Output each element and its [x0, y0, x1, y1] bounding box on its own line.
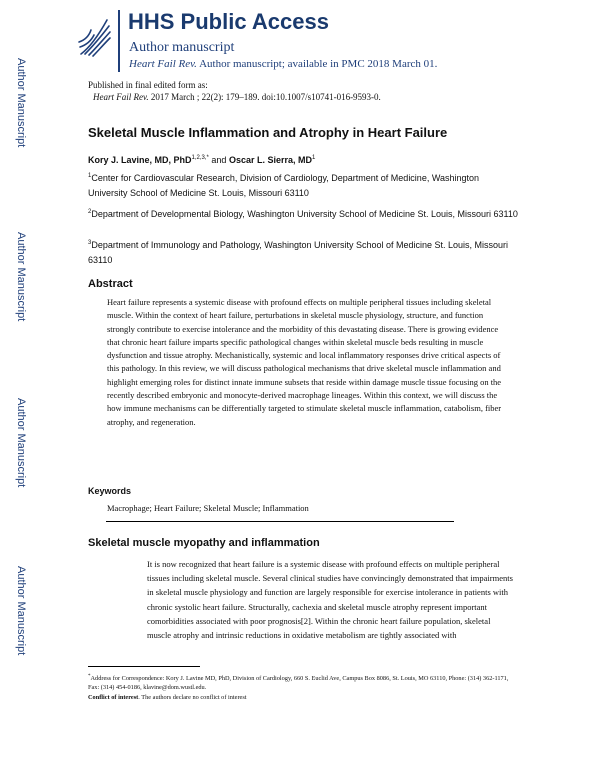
- keywords-divider: [106, 521, 454, 522]
- section-heading: Skeletal muscle myopathy and inflammation: [88, 537, 320, 549]
- affiliation-number: 3: [88, 240, 92, 246]
- conflict-footnote: [88, 694, 247, 701]
- conflict-text: . The authors declare no conflict of interest: [138, 694, 247, 701]
- citation-line: [93, 92, 381, 102]
- margin-label-author-manuscript: Author Manuscript: [15, 398, 27, 488]
- hhs-public-access-title: HHS Public Access: [128, 9, 329, 34]
- author-and: and: [211, 155, 227, 165]
- published-label: Published in final edited form as:: [88, 80, 208, 90]
- affiliation: [88, 236, 518, 268]
- author-line: [88, 155, 315, 165]
- margin-label-author-manuscript: Author Manuscript: [15, 566, 27, 656]
- correspondence-text: Address for Correspondence: Kory J. Lavine MD, PhD, Division of Cardiology, 660 S. Euclid Ave, Campus Box 8086, St. Louis, MO 63110, Phone: (314) 362-1171, Fax: (314) 454-0186, klavine@dom.wustl.edu.: [88, 675, 509, 692]
- affiliation-number: 2: [88, 209, 92, 215]
- affiliation: [88, 169, 518, 201]
- article-title: Skeletal Muscle Inflammation and Atrophy in Heart Failure: [88, 125, 448, 140]
- affiliation-number: 1: [88, 173, 92, 179]
- abstract-text: Heart failure represents a systemic disease with profound effects on multiple peripheral tissues including skeletal muscle. Within the context of heart failure, perturbations in skeletal muscle physiology, structure, and function strongly contribute to exercise intolerance and the morbidity of this devastating disease. There is growing evidence that chronic heart failure imparts specific pathological changes within skeletal muscle beds resulting in muscle dysfunction and tissue atrophy. Mechanistically, systemic and local inflammatory responses drive critical aspects of this pathology. In this review, we will discuss pathological mechanisms that drive skeletal muscle inflammation and highlight emerging roles for distinct innate immune subsets that reside within damage muscle tissue focusing on the recently described embryonic and monocyte-derived macrophage lineages. Within this context, we will discuss the how immune mechanisms can be differentially targeted to stimulate skeletal muscle inflammation, catabolism, fiber atrophy, and regeneration.: [107, 297, 502, 427]
- author-2-affiliations: 1: [312, 155, 316, 161]
- conflict-label: Conflict of interest: [88, 694, 139, 701]
- author-1-affiliations: 1,2,3,*: [191, 155, 209, 161]
- affiliation-text: Center for Cardiovascular Research, Division of Cardiology, Department of Medicine, Washington University School of Medicine St. Louis, Missouri 63110: [88, 173, 480, 198]
- margin-label-author-manuscript: Author Manuscript: [15, 232, 27, 322]
- abstract-heading: Abstract: [88, 278, 133, 290]
- header-journal-name: Heart Fail Rev.: [129, 58, 197, 70]
- affiliation-text: Department of Developmental Biology, Washington University School of Medicine St. Louis, Missouri 63110: [91, 209, 518, 219]
- section-text: It is now recognized that heart failure is a systemic disease with profound effects on multiple peripheral tissues including skeletal muscle. Several clinical studies have convincingly demonstrated that impairments in skeletal muscle physiology and function are largely responsible for exercise intolerance in patients with chronic systolic heart failure. Structurally, cachexia and skeletal muscle atrophy represent important comorbidities associated with poor prognosis[2]. Within the chronic heart failure population, skeletal muscle atrophy and intrinsic reductions in oxidative metabolism are tightly associated with: [147, 559, 513, 641]
- availability-line: [129, 58, 437, 70]
- author-1: Kory J. Lavine, MD, PhD: [88, 155, 192, 165]
- hhs-eagle-logo-icon: [77, 14, 113, 60]
- margin-label-author-manuscript: Author Manuscript: [15, 58, 27, 148]
- author-manuscript-subtitle: Author manuscript: [129, 40, 235, 55]
- footnote-mark: *: [88, 674, 91, 679]
- affiliation: [88, 205, 518, 222]
- author-2: Oscar L. Sierra, MD: [228, 155, 312, 165]
- footnote-divider: [88, 666, 200, 667]
- header-divider: [118, 10, 120, 72]
- correspondence-footnote: [88, 672, 516, 692]
- citation-text: 2017 March ; 22(2): 179–189. doi:10.1007/s10741-016-9593-0.: [150, 92, 381, 102]
- availability-text: Author manuscript; available in PMC 2018 March 01.: [199, 58, 438, 70]
- keywords-text: Macrophage; Heart Failure; Skeletal Muscle; Inflammation: [107, 503, 309, 513]
- citation-journal: Heart Fail Rev.: [93, 92, 149, 102]
- keywords-heading: Keywords: [88, 486, 132, 496]
- affiliation-text: Department of Immunology and Pathology, Washington University School of Medicine St. Louis, Missouri 63110: [88, 240, 509, 265]
